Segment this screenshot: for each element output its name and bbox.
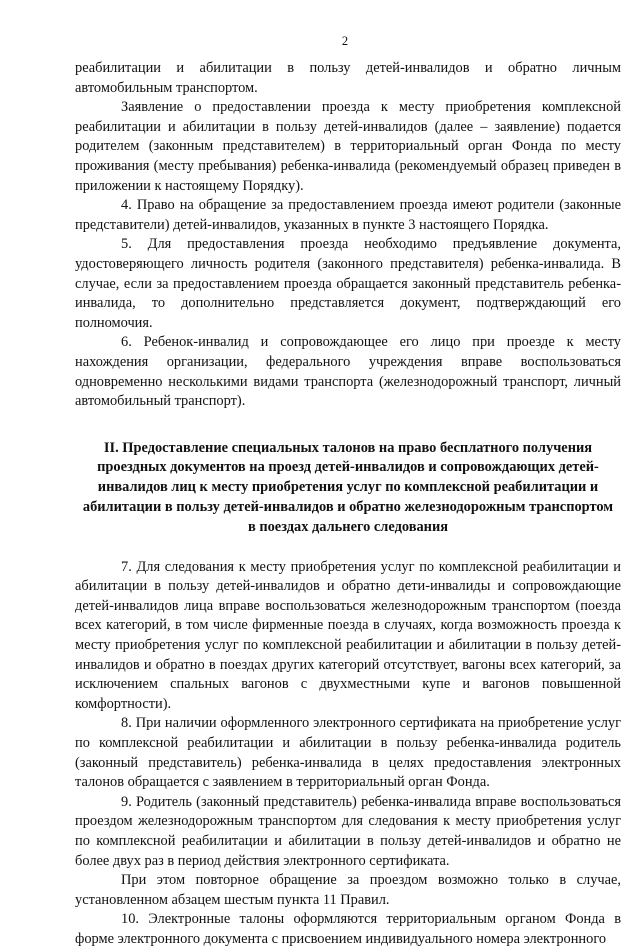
paragraph-repeat-request: При этом повторное обращение за проездом возможно только в случае, установленном абзацем шестым пункта 11 Правил. xyxy=(75,872,621,908)
paragraph-item-10: 10. Электронные талоны оформляются территориальным органом Фонда в форме электронного документа с присвоением индивидуального номера электронного xyxy=(75,911,621,947)
paragraph-item-4: 4. Право на обращение за предоставлением проезда имеют родители (законные представители) детей-инвалидов, указанных в пункте 3 настоящего Порядка. xyxy=(75,197,621,233)
paragraph-continuation: реабилитации и абилитации в пользу детей-инвалидов и обратно личным автомобильным транспортом. xyxy=(75,60,621,96)
paragraph-item-8: 8. При наличии оформленного электронного сертификата на приобретение услуг по комплексной реабилитации и абилитации в пользу ребенка-инвалида родитель (законный представитель) ребенка-инвалида в целях предоставления электронных талонов обращается с заявлением в территориальный орган Фонда. xyxy=(75,715,621,791)
section-heading: II. Предоставление специальных талонов на право бесплатного получения проездных документов на проезд детей-инвалидов и сопровождающих детей-инвалидов лиц к месту приобретения услуг по комплексной реабилитации и абилитации в пользу детей-инвалидов и обратно железнодорожным транспортом в поездах дальнего следования xyxy=(82,439,614,535)
paragraph-item-6: 6. Ребенок-инвалид и сопровождающее его лицо при проезде к месту нахождения организации, федерального учреждения вправе воспользоваться одновременно несколькими видами транспорта (железнодорожный транспорт, личный автомобильный транспорт). xyxy=(75,334,621,410)
page-number: 2 xyxy=(341,34,349,48)
paragraph-application: Заявление о предоставлении проезда к месту приобретения комплексной реабилитации и абилитации в пользу детей-инвалидов (далее – заявление) подается родителем (законным представителем) в территориальный орган Фонда по месту проживания (месту пребывания) ребенка-инвалида (рекомендуемый образец приведен в приложении к настоящему Порядку). xyxy=(75,99,621,194)
paragraph-item-5: 5. Для предоставления проезда необходимо предъявление документа, удостоверяющего личность родителя (законного представителя) ребенка-инвалида. В случае, если за предоставлением проезда обращается законный представитель ребенка-инвалида, то дополнительно представляется документ, подтверждающий его полномочия. xyxy=(75,236,621,331)
paragraph-item-9: 9. Родитель (законный представитель) ребенка-инвалида вправе воспользоваться проездом железнодорожным транспортом для следования к месту приобретения услуг по комплексной реабилитации и абилитации в пользу детей-инвалидов и обратно не более двух раз в период действия электронного сертификата. xyxy=(75,793,621,869)
paragraph-item-7: 7. Для следования к месту приобретения услуг по комплексной реабилитации и абилитации в пользу детей-инвалидов и обратно дети-инвалиды и сопровождающие детей-инвалидов лица вправе воспользоваться железнодорожным транспортом (поезда всех категорий, в том числе фирменные поезда в случаях, когда возможность проезда к месту приобретения услуг по комплексной реабилитации и абилитации в пользу детей-инвалидов и обратно в поездах других категорий отсутствует, вагоны всех категорий, за исключением спальных вагонов с двухместными купе и вагонов повышенной комфортности). xyxy=(75,558,621,712)
document-body xyxy=(75,59,621,950)
